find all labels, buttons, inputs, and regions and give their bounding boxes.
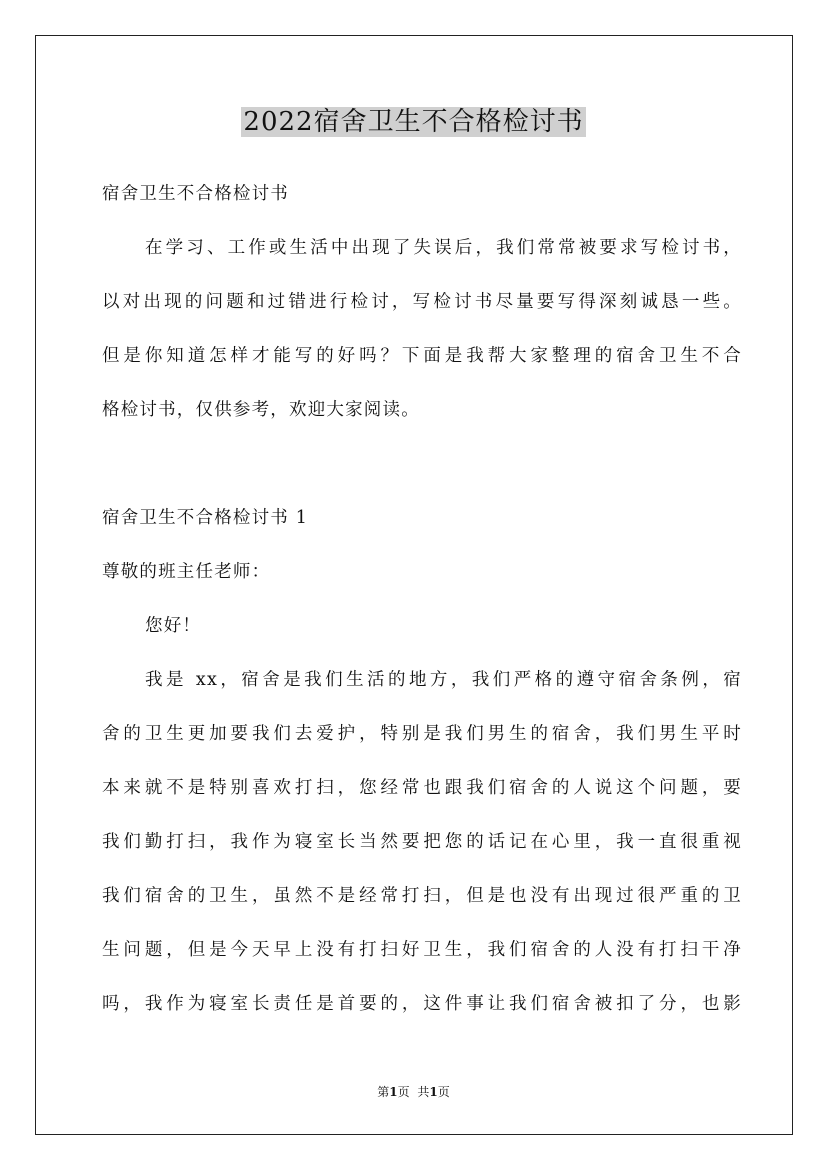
footer-total-prefix: 共 bbox=[417, 1085, 430, 1099]
body-line: 我们勤打扫，我作为寝室长当然要把您的话记在心里，我一直很重视 bbox=[102, 832, 742, 852]
intro-line: 格检讨书，仅供参考，欢迎大家阅读。 bbox=[102, 400, 420, 420]
document-subtitle: 宿舍卫生不合格检讨书 bbox=[102, 184, 289, 204]
footer-page-prefix: 第 bbox=[377, 1085, 390, 1099]
body-line: 我是 xx，宿舍是我们生活的地方，我们严格的遵守宿舍条例，宿 bbox=[145, 670, 742, 690]
body-line: 吗，我作为寝室长责任是首要的，这件事让我们宿舍被扣了分，也影 bbox=[102, 994, 742, 1014]
body-line: 生问题，但是今天早上没有打扫好卫生，我们宿舍的人没有打扫干净 bbox=[102, 940, 742, 960]
intro-line: 但是你知道怎样才能写的好吗？下面是我帮大家整理的宿舍卫生不合 bbox=[102, 346, 742, 366]
footer-page-number: 1 bbox=[389, 1085, 398, 1099]
intro-line: 以对出现的问题和过错进行检讨，写检讨书尽量要写得深刻诚恳一些。 bbox=[102, 292, 742, 312]
footer-page-suffix: 页 bbox=[397, 1085, 410, 1099]
greeting: 您好！ bbox=[145, 616, 202, 636]
body-line: 舍的卫生更加要我们去爱护，特别是我们男生的宿舍，我们男生平时 bbox=[102, 724, 742, 744]
footer-total-suffix: 页 bbox=[437, 1085, 450, 1099]
footer-total-pages: 1 bbox=[429, 1085, 438, 1099]
body-line: 我们宿舍的卫生，虽然不是经常打扫，但是也没有出现过很严重的卫 bbox=[102, 886, 742, 906]
body-line: 本来就不是特别喜欢打扫，您经常也跟我们宿舍的人说这个问题，要 bbox=[102, 778, 742, 798]
document-title-text: 2022宿舍卫生不合格检讨书 bbox=[243, 107, 584, 137]
section-heading: 宿舍卫生不合格检讨书 1 bbox=[102, 508, 309, 528]
page-footer bbox=[0, 1084, 827, 1100]
document-title bbox=[0, 104, 827, 140]
salutation: 尊敬的班主任老师： bbox=[102, 562, 271, 582]
intro-line: 在学习、工作或生活中出现了失误后，我们常常被要求写检讨书， bbox=[145, 238, 742, 258]
